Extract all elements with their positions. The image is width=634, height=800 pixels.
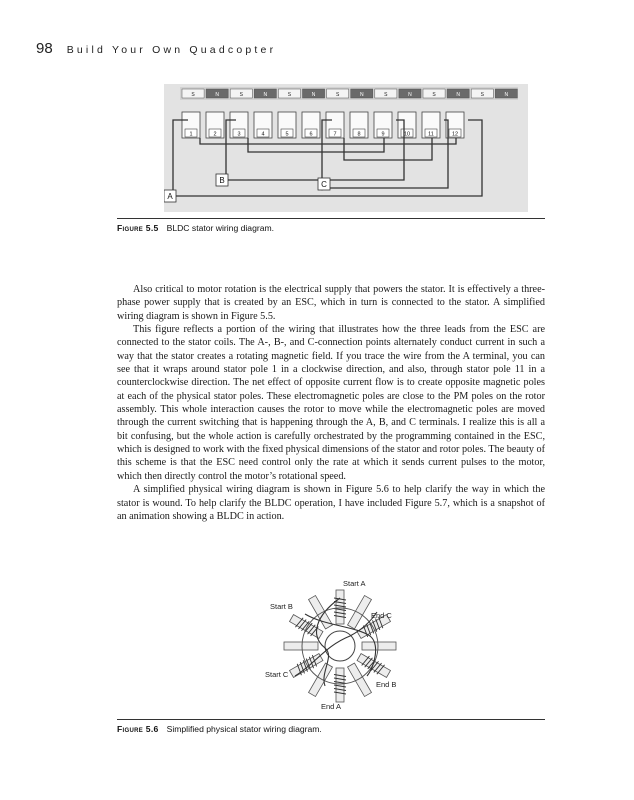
magnet-pole-1 — [182, 89, 204, 98]
coil-number: 9 — [381, 131, 385, 138]
coil-number: 7 — [333, 131, 337, 138]
stator-coil-3 — [230, 112, 248, 138]
stator-wiring-svg — [164, 84, 528, 212]
paragraph-3: A simplified physical wiring diagram is shown in Figure 5.6 to help clarify the way in which the stator is wound. To help clarify the BLDC operation, I have included Figure 5.7, which is a snapshot of an animation showing a BLDC in action. — [117, 484, 545, 522]
physical-stator-svg — [255, 576, 415, 716]
magnet-pole-label: N — [311, 92, 316, 98]
magnet-pole-7 — [327, 89, 349, 98]
stator-tooth-4 — [362, 642, 396, 650]
terminal-a — [164, 190, 176, 202]
stator-tooth-10 — [284, 642, 318, 650]
magnet-pole-9 — [375, 89, 397, 98]
magnet-pole-8 — [351, 89, 373, 98]
magnet-pole-10 — [399, 89, 421, 98]
magnet-pole-label: N — [456, 92, 460, 98]
stator-coil-12 — [446, 112, 464, 138]
stator-tooth-1 — [334, 590, 346, 624]
coil-number: 10 — [403, 131, 411, 138]
coil-number: 1 — [189, 131, 193, 138]
magnet-pole-label: S — [432, 92, 436, 98]
stator-coil-9 — [374, 112, 392, 138]
terminal-a-label: A — [167, 192, 173, 201]
figure-5-6-caption — [117, 724, 322, 734]
magnet-pole-label: N — [408, 92, 412, 98]
body-text — [117, 283, 545, 523]
magnet-pole-label: S — [191, 92, 195, 98]
magnet-pole-6 — [303, 89, 325, 98]
figure-5-6-rule — [117, 719, 545, 720]
figure-5-6-label: Figure 5.6 — [117, 724, 159, 734]
label-end-b: End B — [376, 680, 397, 689]
terminal-b — [216, 174, 228, 186]
magnet-pole-label: N — [359, 92, 364, 98]
figure-5-6-diagram — [255, 576, 415, 716]
label-start-c: Start C — [265, 670, 289, 679]
coil-number: 11 — [428, 131, 434, 138]
paragraph-1: Also critical to motor rotation is the electrical supply that powers the stator. It is effectively a three-phase power supply that is created by an ESC, which in turn is connected to the stator. A simplified wiring diagram is shown in Figure 5.5. — [117, 284, 545, 322]
stator-coil-4 — [254, 112, 272, 138]
coil-number: 5 — [285, 131, 289, 138]
magnet-pole-12 — [447, 89, 469, 98]
stator-coil-7 — [326, 112, 344, 138]
figure-5-5-label: Figure 5.5 — [117, 223, 159, 233]
coil-number: 12 — [451, 131, 459, 138]
terminal-c — [318, 178, 330, 190]
magnet-pole-5 — [278, 89, 300, 98]
terminal-c-label: C — [321, 180, 327, 189]
coil-number: 6 — [309, 131, 313, 138]
terminal-b-label: B — [219, 176, 225, 185]
figure-5-5-caption — [117, 223, 274, 233]
magnet-pole-label: N — [263, 92, 268, 98]
label-start-b: Start B — [270, 602, 293, 611]
magnet-pole-label: N — [504, 92, 509, 98]
stator-tooth-2 — [348, 596, 372, 629]
stator-coil-11 — [422, 112, 440, 138]
stator-coil-2 — [206, 112, 224, 138]
stator-tooth-12 — [309, 596, 333, 629]
label-end-c: End C — [371, 611, 392, 620]
stator-coil-10 — [398, 112, 416, 138]
magnet-pole-label: S — [287, 92, 292, 98]
figure-5-5-caption-text: BLDC stator wiring diagram. — [166, 223, 275, 233]
figure-5-6-caption-text: Simplified physical stator wiring diagram. — [166, 724, 322, 734]
magnet-pole-4 — [254, 89, 276, 98]
magnet-pole-label: N — [215, 92, 219, 98]
magnet-pole-13 — [471, 89, 493, 98]
label-end-a: End A — [321, 702, 342, 711]
coil-number: 2 — [213, 131, 217, 138]
magnet-pole-2 — [206, 89, 228, 98]
diagram-background — [164, 84, 528, 212]
label-start-a: Start A — [343, 579, 366, 588]
coil-number: 8 — [357, 131, 361, 138]
magnet-pole-label: S — [480, 92, 484, 98]
magnet-pole-3 — [230, 89, 252, 98]
magnet-pole-14 — [495, 89, 517, 98]
magnet-pole-label: S — [335, 92, 340, 98]
page-number: 98 — [36, 40, 53, 57]
stator-coil-1 — [182, 112, 200, 138]
coil-number: 4 — [261, 131, 265, 138]
magnet-pole-label: S — [384, 92, 388, 98]
stator-tooth-7 — [334, 668, 346, 702]
stator-tooth-8 — [309, 663, 333, 696]
stator-coil-6 — [302, 112, 320, 138]
stator-coil-5 — [278, 112, 296, 138]
figure-5-5-diagram — [164, 84, 528, 212]
page-header — [36, 40, 276, 62]
paragraph-2: This figure reflects a portion of the wiring that illustrates how the three leads from the ESC are connected to the stator coils. The A-, B-, and C-connection points alternately conduct current in such a way that the stator creates a rotating magnetic field. If you trace the wire from the A terminal, you can see that it wraps around stator pole 1 in a clockwise direction, and also, through stator pole 11 in a counterclockwise direction. The net effect of opposite current flow is to create opposite magnetic poles at each of the physical stator poles. These electromagnetic poles are close to the PM poles on the rotor assembly. This whole interaction causes the rotor to move while the electromagnetic poles are moved through the current switching that is happening through the A, B, and C terminals. I realize this is all a bit confusing, but the whole action is carefully orchestrated by the programming contained in the ESC, which is designed to work with the fixed physical dimensions of the stator and rotor poles. The beauty of this scheme is that the ESC need control only the rate at which it sends current pulses to the motor, which then directly control the motor’s rotational speed. — [117, 324, 545, 482]
magnet-pole-label: S — [239, 92, 243, 98]
stator-coil-8 — [350, 112, 368, 138]
stator-tooth-6 — [348, 663, 372, 696]
magnet-pole-11 — [423, 89, 445, 98]
figure-5-5-rule — [117, 218, 545, 219]
coil-number: 3 — [237, 131, 241, 138]
running-title: Build Your Own Quadcopter — [66, 44, 277, 56]
